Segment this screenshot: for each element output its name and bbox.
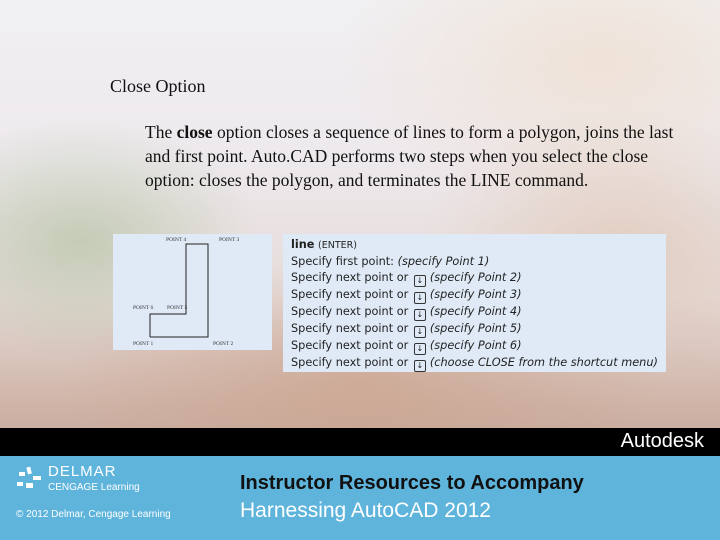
prompt: Specify next point or [291,288,409,302]
point-4-label: POINT 4 [166,237,187,243]
publisher-sub: CENGAGE Learning [48,482,140,493]
down-arrow-key-icon: ↓ [414,292,426,304]
point-3-label: POINT 3 [219,237,240,243]
prompt: Specify first point: [291,255,394,269]
action: (specify Point 5) [429,322,522,336]
cmd-line: line [291,238,315,251]
cmd-row [291,237,658,254]
prompt: Specify next point or [291,339,409,353]
action: (choose CLOSE from the shortcut menu) [429,356,658,370]
body-text: The [145,122,177,142]
publisher-name: DELMAR [48,463,117,480]
point-1-label: POINT 1 [133,341,154,347]
down-arrow-key-icon: ↓ [414,309,426,321]
command-sequence [283,234,666,372]
action: (specify Point 4) [429,305,522,319]
point-6-label: POINT 6 [133,305,154,311]
cmd-row [291,338,658,355]
prompt: Specify next point or [291,322,409,336]
polygon-diagram [113,234,272,350]
action: (specify Point 3) [429,288,522,302]
point-2-label: POINT 2 [213,341,234,347]
prompt: Specify next point or [291,305,409,319]
down-arrow-key-icon: ↓ [414,326,426,338]
cmd-row [291,304,658,321]
footer-subtitle: Harnessing AutoCAD 2012 [240,499,491,522]
delmar-logo-icon [15,466,43,492]
cmd-enter: (ENTER) [318,240,357,251]
action: (specify Point 1) [397,255,490,269]
body-text-rest: option closes a sequence of lines to form a polygon, joins the last and first point. Auto.CAD performs two steps when you select the close option: closes the polygon, and terminates the LINE command. [145,122,674,190]
action: (specify Point 2) [429,271,522,285]
action: (specify Point 6) [429,339,522,353]
down-arrow-key-icon: ↓ [414,275,426,287]
body-bold: close [176,122,213,142]
cmd-row [291,321,658,338]
footer-title: Instructor Resources to Accompany [240,472,584,494]
prompt: Specify next point or [291,356,409,370]
slide-title: Close Option [110,76,206,96]
down-arrow-key-icon: ↓ [414,343,426,355]
cmd-row [291,355,658,372]
slide-body [145,120,685,192]
cmd-row [291,254,658,270]
cmd-row [291,270,658,287]
prompt: Specify next point or [291,271,409,285]
cmd-row [291,287,658,304]
footer-black-bar [0,428,720,456]
autodesk-brand: Autodesk [620,430,704,452]
down-arrow-key-icon: ↓ [414,360,426,372]
polygon-lines [113,234,272,350]
point-5-label: POINT 5 [167,305,188,311]
copyright: © 2012 Delmar, Cengage Learning [16,509,171,520]
